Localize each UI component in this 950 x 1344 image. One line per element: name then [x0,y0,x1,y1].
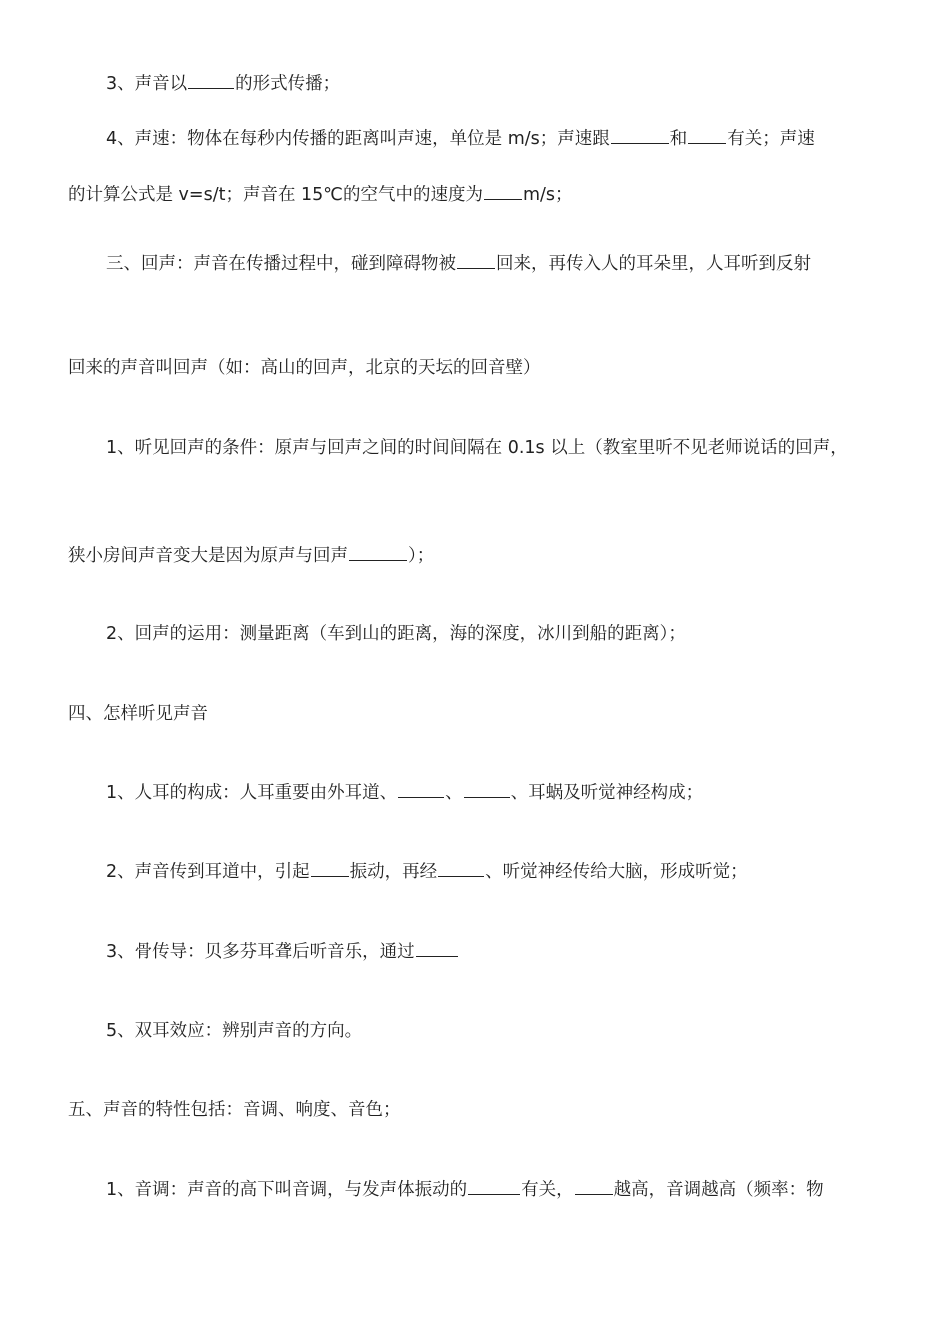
fill-blank[interactable] [438,860,484,877]
line-sound-speed: 4、声速：物体在每秒内传播的距离叫声速，单位是 m/s；声速跟 和 有关；声速 [106,129,815,149]
line-bone-conduction: 3、骨传导：贝多芬耳聋后听音乐，通过 [106,940,910,964]
line-small-room: 狭小房间声音变大是因为原声与回声 ）； [68,546,435,566]
fill-blank[interactable] [416,940,458,957]
line-hearing-process: 2、声音传到耳道中，引起 振动，再经 、听觉神经传给大脑，形成听觉； [106,862,748,882]
fill-blank[interactable] [611,127,669,144]
fill-blank[interactable] [464,781,510,798]
line-speed-formula: 的计算公式是 v=s/t；声音在 15℃的空气中的速度为 m/s； [68,185,573,205]
fill-blank[interactable] [575,1178,613,1195]
section-heading-sound-properties: 五、声音的特性包括：音调、响度、音色； [68,1100,401,1120]
fill-blank[interactable] [311,860,349,877]
line-echo-definition: 回来的声音叫回声（如：高山的回声，北京的天坛的回音壁） [68,358,541,378]
fill-blank[interactable] [457,252,495,269]
section-heading-hearing: 四、怎样听见声音 [68,704,208,724]
line-sound-propagation-form: 3、声音以 的形式传播； [106,74,341,94]
line-echo-heading: 三、回声：声音在传播过程中，碰到障碍物被 回来，再传入人的耳朵里，人耳听到反射 [106,254,811,274]
line-ear-structure: 1、人耳的构成：人耳重要由外耳道、 、 、耳蜗及听觉神经构成； [106,783,704,803]
fill-blank[interactable] [468,1178,520,1195]
line-binaural-effect: 5、双耳效应：辨别声音的方向。 [106,1021,363,1041]
fill-blank[interactable] [349,544,407,561]
fill-blank[interactable] [398,781,444,798]
line-echo-condition: 1、听见回声的条件：原声与回声之间的时间间隔在 0.1s 以上（教室里听不见老师说话的回声， [106,438,848,458]
line-pitch: 1、音调：声音的高下叫音调，与发声体振动的 有关， 越高，音调越高（频率：物 [106,1180,824,1200]
fill-blank[interactable] [484,183,522,200]
line-echo-usage: 2、回声的运用：测量距离（车到山的距离，海的深度，冰川到船的距离）； [106,624,686,644]
fill-blank[interactable] [188,72,234,89]
fill-blank[interactable] [688,127,726,144]
